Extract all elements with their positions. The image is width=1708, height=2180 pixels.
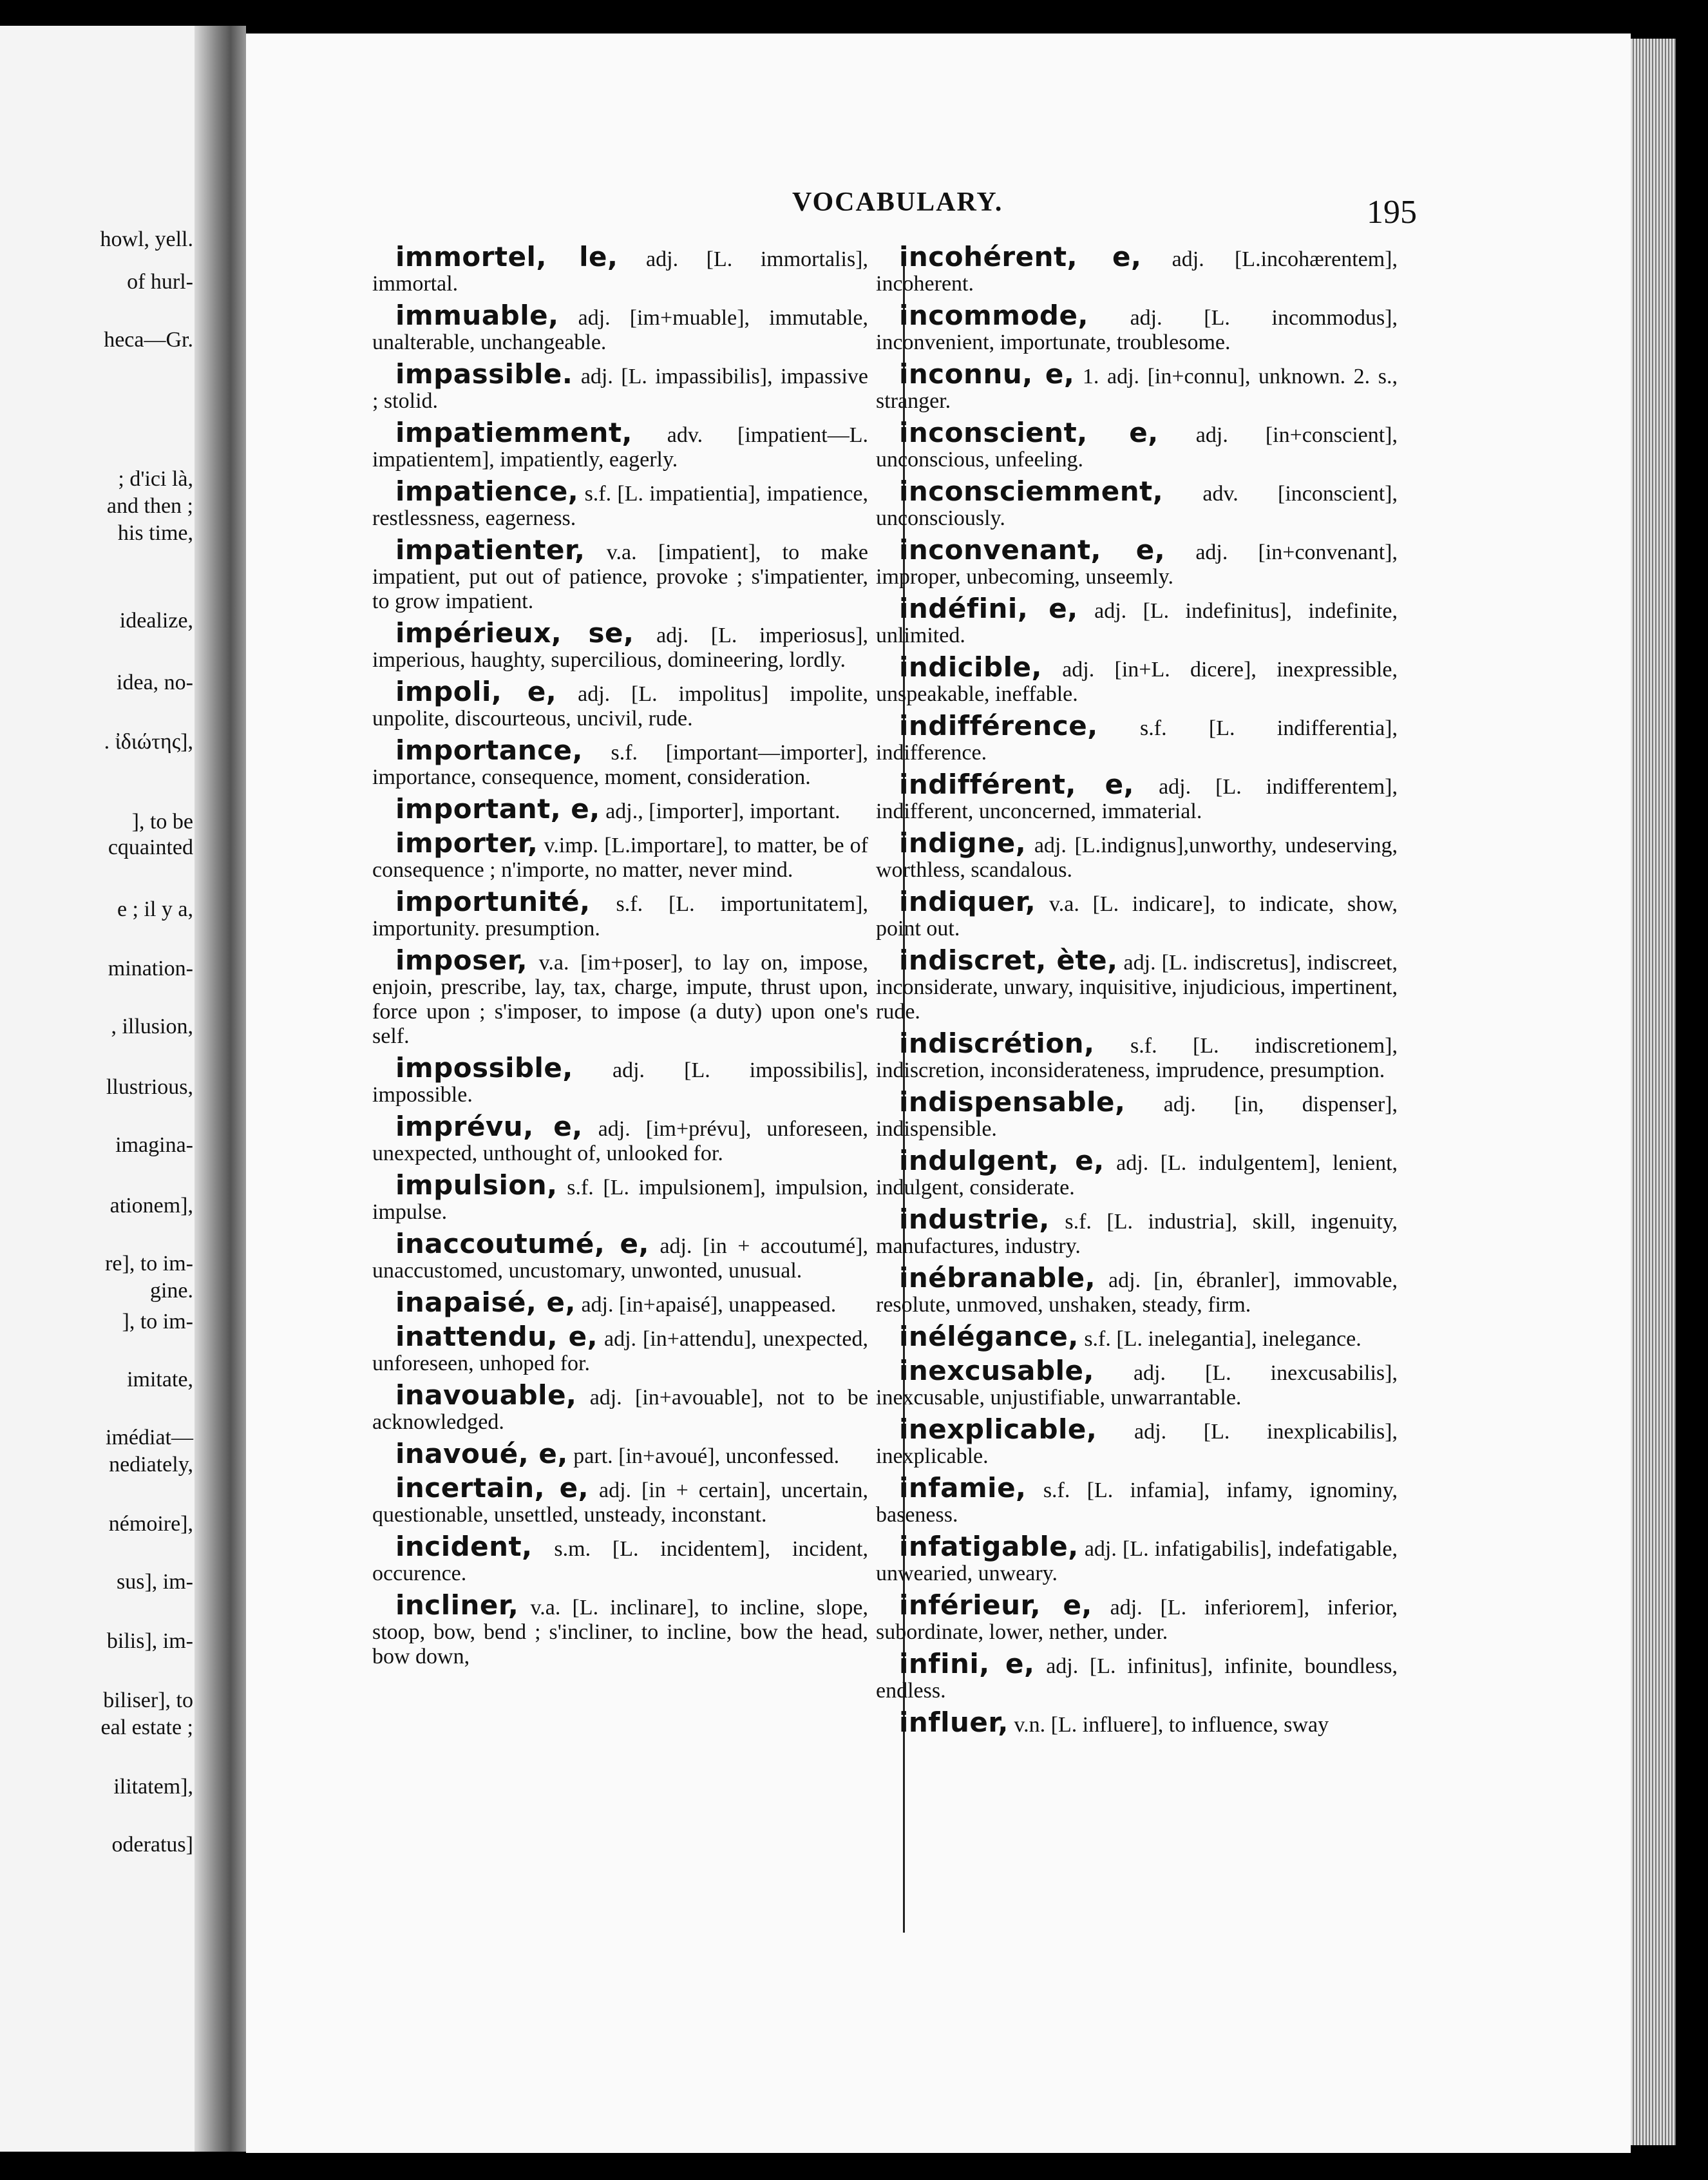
page-edges (1631, 39, 1676, 2145)
entry-definition: adj. [L. impassibilis], impassive ; stolid. (372, 365, 868, 413)
entry-definition: part. [in+avoué], unconfessed. (573, 1444, 840, 1468)
dictionary-entry (876, 358, 1398, 414)
entry-definition: adj. [in+avouable], not to be acknowledged. (372, 1386, 868, 1434)
left-page-fragment: llustrious, (106, 1075, 193, 1099)
entry-definition: adj. [L. incommodus], inconvenient, importunate, troublesome. (876, 306, 1398, 354)
entry-headword: inébranable, (899, 1262, 1096, 1294)
entry-headword: inapaisé, e, (395, 1286, 576, 1318)
dictionary-entry (372, 534, 868, 614)
entry-headword: inaccoutumé, e, (395, 1228, 649, 1259)
dictionary-entry (372, 1286, 868, 1318)
entry-definition: adj. [in+convenant], improper, unbecoming, unseemly. (876, 540, 1398, 589)
dictionary-entry (876, 769, 1398, 824)
dictionary-entry (372, 1531, 868, 1586)
entry-headword: inconscient, e, (899, 417, 1159, 448)
entry-definition: adj. [in+attendu], unexpected, unforeseen, unhoped for. (372, 1327, 869, 1375)
dictionary-entry (876, 1321, 1398, 1352)
entry-definition: v.a. [im+poser], to lay on, impose, enjoin, prescribe, lay, tax, charge, impute, thrust upon, force upon ; s'imposer, to impose (a duty) upon one's self. (372, 951, 868, 1048)
entry-definition: adj. [L. imperiosus], imperious, haughty, supercilious, domineering, lordly. (372, 624, 869, 672)
dictionary-entry (876, 1203, 1398, 1259)
entry-definition: adj. [L.incohærentem], incoherent. (876, 247, 1398, 296)
entry-headword: imposer, (395, 944, 528, 976)
entry-definition: adj. [L. impolitus] impolite, unpolite, discourteous, uncivil, rude. (372, 682, 868, 731)
entry-definition: s.f. [L. impatientia], impatience, restlessness, eagerness. (372, 482, 868, 530)
entry-headword: infatigable, (899, 1531, 1079, 1562)
entry-definition: adj. [L.indignus],unworthy, undeserving, worthless, scandalous. (876, 834, 1398, 882)
entry-definition: adj. [L. inferiorem], inferior, subordinate, lower, nether, under. (876, 1596, 1398, 1644)
dictionary-entry (876, 300, 1398, 355)
left-page-edge (0, 26, 195, 2152)
dictionary-entry (372, 1052, 869, 1107)
left-page-fragment: and then ; (106, 494, 193, 518)
book-gutter (195, 26, 246, 2152)
dictionary-entry (876, 241, 1398, 296)
entry-definition: adj. [in + certain], uncertain, questionable, unsettled, unsteady, inconstant. (372, 1478, 869, 1527)
entry-definition: adj. [L. indifferentem], indifferent, unconcerned, immaterial. (876, 775, 1398, 823)
entry-headword: impassible. (395, 358, 573, 390)
entry-headword: impatience, (395, 475, 579, 507)
entry-definition: s.f. [L. inelegantia], inelegance. (1084, 1327, 1362, 1351)
left-page-fragment: e ; il y a, (117, 897, 193, 921)
entry-headword: importance, (395, 734, 583, 766)
entry-definition: adj. [in+apaisé], unappeased. (581, 1293, 837, 1317)
left-page-fragment: mination- (108, 957, 193, 980)
entry-definition: s.f. [L. importunitatem], importunity. presumption. (372, 892, 868, 941)
entry-definition: adj. [L. indiscretus], indiscreet, inconsiderate, unwary, inquisitive, injudicious, impertinent, rude. (876, 951, 1398, 1024)
entry-headword: indéfini, e, (899, 593, 1078, 624)
entry-definition: adj. [in, dispenser], indispensible. (876, 1093, 1398, 1141)
dictionary-entry (876, 1472, 1398, 1527)
entry-definition: v.imp. [L.importare], to matter, be of consequence ; n'importe, no matter, never mind. (372, 834, 868, 882)
entry-definition: v.a. [L. inclinare], to incline, slope, stoop, bow, bend ; s'incliner, to incline, bow the head, bow down, (372, 1596, 868, 1668)
entry-definition: adj., [importer], important. (605, 799, 840, 823)
entry-headword: immuable, (395, 300, 559, 331)
entry-headword: industrie, (899, 1203, 1050, 1235)
left-page-fragment: heca—Gr. (104, 328, 193, 352)
entry-headword: infini, e, (899, 1648, 1035, 1679)
entry-headword: indifférent, e, (899, 769, 1135, 800)
entry-definition: adv. [impatient—L. impatientem], impatiently, eagerly. (372, 423, 868, 472)
entry-headword: inexcusable, (899, 1355, 1094, 1386)
dictionary-entry (372, 1589, 868, 1669)
left-page-fragment: of hurl- (127, 270, 193, 294)
entry-definition: adj. [L. immortalis], immortal. (372, 247, 868, 296)
entry-headword: impoli, e, (395, 676, 557, 707)
entry-definition: s.m. [L. incidentem], incident, occurence. (372, 1537, 868, 1585)
entry-headword: inconnu, e, (899, 358, 1075, 390)
entry-definition: adj. [L. infinitus], infinite, boundless, endless. (876, 1654, 1398, 1703)
entry-headword: inférieur, e, (899, 1589, 1092, 1621)
entry-headword: inavoué, e, (395, 1438, 568, 1469)
entry-headword: inconsciemment, (899, 475, 1164, 507)
entry-headword: inattendu, e, (395, 1321, 598, 1352)
left-page-fragment: oderatus] (111, 1833, 193, 1857)
page-number: 195 (1367, 194, 1417, 231)
dictionary-entry (372, 1472, 869, 1527)
entry-definition: adv. [inconscient], unconsciously. (876, 482, 1398, 530)
left-page-fragment: idealize, (119, 609, 193, 633)
dictionary-entry (876, 1028, 1398, 1083)
left-page-fragment: howl, yell. (100, 227, 193, 251)
entry-headword: imprévu, e, (395, 1111, 583, 1142)
dictionary-entry (372, 241, 868, 296)
left-page-fragment: , illusion, (111, 1015, 193, 1038)
dictionary-entry (372, 1321, 869, 1376)
dictionary-entry (372, 1111, 869, 1166)
entry-headword: impossible, (395, 1052, 573, 1084)
entry-headword: incommode, (899, 300, 1088, 331)
entry-definition: adj. [im+muable], immutable, unalterable, unchangeable. (372, 306, 868, 354)
entry-headword: inconvenant, e, (899, 534, 1166, 566)
dictionary-entry (372, 1169, 868, 1225)
left-page-fragment: ], to im- (122, 1310, 193, 1334)
entry-definition: adj. [L. indefinitus], indefinite, unlimited. (876, 599, 1398, 647)
left-column (372, 241, 869, 1676)
entry-headword: indiscret, ète, (899, 944, 1118, 976)
dictionary-entry (372, 793, 868, 825)
dictionary-entry (876, 1145, 1398, 1200)
entry-definition: v.a. [impatient], to make impatient, put out of patience, provoke ; s'impatienter, to grow impatient. (372, 540, 868, 613)
entry-headword: indispensable, (899, 1086, 1126, 1118)
left-page-fragment: imédiat— (106, 1426, 193, 1449)
left-page-fragment: . ἰδιώτης], (104, 730, 193, 754)
entry-headword: incohérent, e, (899, 241, 1142, 272)
entry-headword: incliner, (395, 1589, 519, 1621)
entry-definition: s.f. [L. infamia], infamy, ignominy, baseness. (876, 1478, 1398, 1527)
entry-headword: indulgent, e, (899, 1145, 1105, 1176)
entry-definition: adj. [L. indulgentem], lenient, indulgent, considerate. (876, 1151, 1398, 1200)
right-column (876, 241, 1398, 1745)
entry-headword: indifférence, (899, 710, 1098, 741)
dictionary-entry (372, 300, 868, 355)
left-page-fragment: nediately, (109, 1453, 193, 1477)
left-page-fragment: re], to im- (105, 1252, 193, 1276)
entry-headword: inavouable, (395, 1379, 577, 1411)
left-page-fragment: bilis], im- (106, 1629, 193, 1653)
left-page-fragment: ], to be (131, 810, 193, 834)
dictionary-entry (876, 1648, 1398, 1703)
dictionary-entry (372, 475, 868, 531)
dictionary-entry (372, 1379, 868, 1435)
entry-headword: infamie, (899, 1472, 1027, 1504)
entry-definition: s.f. [L. impulsionem], impulsion, impulse. (372, 1176, 868, 1224)
dictionary-entry (876, 534, 1398, 589)
dictionary-entry (876, 651, 1398, 707)
entry-headword: inexplicable, (899, 1413, 1097, 1445)
dictionary-entry (876, 1707, 1398, 1738)
entry-definition: adj. [im+prévu], unforeseen, unexpected, unthought of, unlooked for. (372, 1117, 869, 1165)
dictionary-entry (372, 358, 868, 414)
dictionary-entry (876, 1262, 1398, 1317)
entry-headword: impatienter, (395, 534, 585, 566)
entry-definition: adj. [L. impossibilis], impossible. (372, 1058, 869, 1107)
entry-definition: adj. [in + accoutumé], unaccustomed, uncustomary, unwonted, unusual. (372, 1234, 868, 1283)
entry-definition: 1. adj. [in+connu], unknown. 2. s., stranger. (876, 365, 1398, 413)
left-page-fragment: eal estate ; (100, 1716, 193, 1739)
entry-definition: v.n. [L. influere], to influence, sway (1014, 1713, 1329, 1737)
entry-headword: impulsion, (395, 1169, 558, 1201)
dictionary-entry (372, 617, 869, 673)
entry-definition: adj. [L. inexcusabilis], inexcusable, unjustifiable, unwarrantable. (876, 1361, 1398, 1410)
left-page-fragment: cquainted (108, 836, 193, 859)
left-page-fragment: ; d'ici là, (118, 467, 193, 491)
left-page-fragment: imagina- (115, 1133, 193, 1157)
entry-definition: s.f. [L. industria], skill, ingenuity, manufactures, industry. (876, 1210, 1398, 1258)
dictionary-entry (876, 944, 1398, 1024)
left-page-fragment: his time, (117, 521, 193, 545)
entry-headword: incident, (395, 1531, 533, 1562)
left-page-fragment: sus], im- (117, 1570, 193, 1594)
entry-headword: importer, (395, 827, 538, 859)
dictionary-entry (372, 944, 868, 1049)
entry-headword: incertain, e, (395, 1472, 589, 1504)
dictionary-entry (372, 734, 868, 790)
entry-definition: v.a. [L. indicare], to indicate, show, point out. (876, 892, 1398, 941)
left-page-fragment: némoire], (108, 1512, 193, 1536)
entry-headword: impérieux, se, (395, 617, 634, 649)
dictionary-entry (372, 827, 868, 883)
left-page-fragment: ationem], (109, 1194, 193, 1218)
left-page-fragment: ilitatem], (113, 1775, 193, 1799)
dictionary-entry (876, 827, 1398, 883)
running-head: VOCABULARY. (792, 187, 1003, 217)
entry-definition: adj. [in, ébranler], immovable, resolute, unmoved, unshaken, steady, firm. (876, 1268, 1398, 1317)
entry-definition: adj. [in+L. dicere], inexpressible, unspeakable, ineffable. (876, 658, 1398, 706)
dictionary-entry (876, 886, 1398, 941)
entry-definition: s.f. [important—importer], importance, consequence, moment, consideration. (372, 741, 868, 789)
dictionary-entry (876, 593, 1398, 648)
dictionary-entry (876, 710, 1398, 765)
entry-definition: adj. [in+conscient], unconscious, unfeeling. (876, 423, 1398, 472)
entry-headword: immortel, le, (395, 241, 618, 272)
entry-headword: influer, (899, 1707, 1009, 1738)
entry-definition: s.f. [L. indifferentia], indifference. (876, 716, 1398, 765)
dictionary-entry (372, 886, 868, 941)
entry-headword: indigne, (899, 827, 1027, 859)
dictionary-entry (876, 1355, 1398, 1410)
dictionary-entry (876, 475, 1398, 531)
entry-definition: adj. [L. inexplicabilis], inexplicable. (876, 1420, 1398, 1468)
left-page-fragment: imitate, (127, 1368, 193, 1391)
entry-definition: s.f. [L. indiscretionem], indiscretion, inconsiderateness, imprudence, presumption. (876, 1034, 1398, 1082)
dictionary-entry (876, 417, 1398, 472)
dictionary-entry (876, 1531, 1398, 1586)
dictionary-entry (876, 1086, 1398, 1142)
dictionary-entry (372, 1228, 868, 1283)
entry-headword: inélégance, (899, 1321, 1079, 1352)
entry-headword: indiscrétion, (899, 1028, 1095, 1059)
left-page-fragment: gine. (149, 1279, 193, 1303)
entry-headword: impatiemment, (395, 417, 632, 448)
dictionary-entry (876, 1589, 1398, 1645)
entry-headword: important, e, (395, 793, 600, 825)
entry-headword: indicible, (899, 651, 1042, 683)
dictionary-entry (372, 417, 868, 472)
dictionary-entry (372, 1438, 868, 1469)
entry-headword: indiquer, (899, 886, 1036, 917)
dictionary-entry (876, 1413, 1398, 1469)
left-page-fragment: biliser], to (103, 1688, 193, 1712)
entry-definition: adj. [L. infatigabilis], indefatigable, unwearied, unweary. (876, 1537, 1398, 1585)
entry-headword: importunité, (395, 886, 591, 917)
dictionary-entry (372, 676, 868, 731)
left-page-fragment: idea, no- (117, 671, 193, 694)
